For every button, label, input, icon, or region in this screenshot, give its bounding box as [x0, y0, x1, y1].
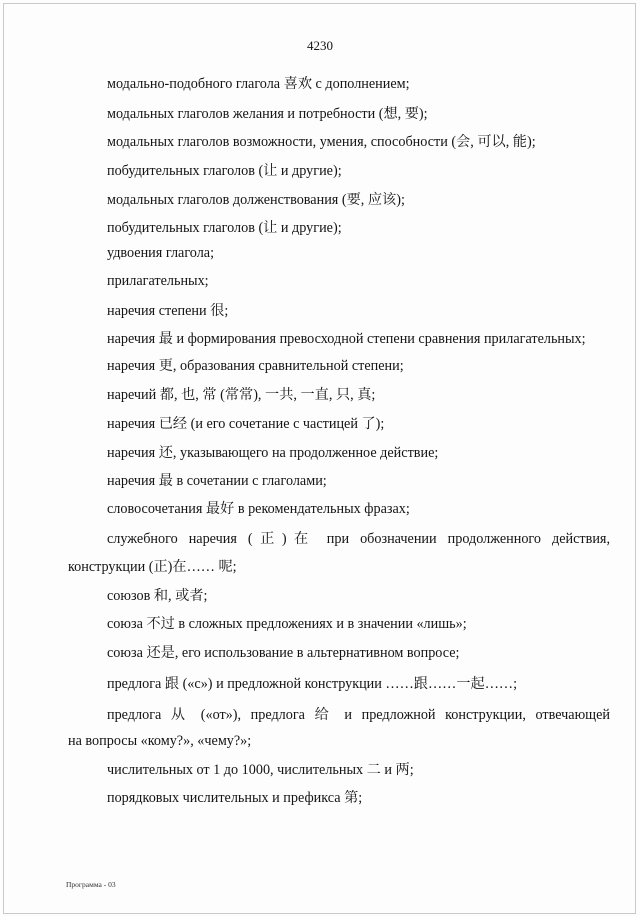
text-line: числительных от 1 до 1000, числительных 二 и 两;: [107, 762, 414, 778]
text-line: наречия 最 и формирования превосходной степени сравнения прилагательных;: [107, 331, 586, 347]
text-line: удвоения глагола;: [107, 245, 215, 261]
text-line: прилагательных;: [107, 273, 209, 289]
text-line: модальных глаголов желания и потребности (想, 要);: [107, 106, 428, 122]
text-line: побудительных глаголов (让 и другие);: [107, 220, 342, 236]
text-line: союзов 和, 或者;: [107, 588, 208, 604]
footer-label: Программа - 03: [66, 880, 116, 889]
text-line: побудительных глаголов (让 и другие);: [107, 163, 342, 179]
text-line: модальных глаголов долженствования (要, 应该);: [107, 192, 405, 208]
text-line: служебного наречия (正)在 при обозначении продолженного действия,: [107, 531, 610, 547]
text-line: наречия 还, указывающего на продолженное действие;: [107, 445, 439, 461]
text-line: модальных глаголов возможности, умения, способности (会, 可以, 能);: [107, 134, 536, 150]
text-line: словосочетания 最好 в рекомендательных фразах;: [107, 501, 410, 517]
text-line: союза 还是, его использование в альтернативном вопросе;: [107, 645, 460, 661]
text-line: на вопросы «кому?», «чему?»;: [68, 733, 252, 749]
text-line: наречия 最 в сочетании с глаголами;: [107, 473, 327, 489]
text-line: союза 不过 в сложных предложениях и в значении «лишь»;: [107, 616, 467, 632]
page-number: 4230: [307, 38, 333, 53]
text-line: наречия степени 很;: [107, 303, 229, 319]
text-line: порядковых числительных и префикса 第;: [107, 790, 363, 806]
text-line: наречий 都, 也, 常 (常常), 一共, 一直, 只, 真;: [107, 387, 376, 403]
text-line: конструкции (正)在…… 呢;: [68, 559, 237, 575]
text-line: предлога 跟 («с») и предложной конструкции ……跟……一起……;: [107, 676, 518, 692]
text-line: модально-подобного глагола 喜欢 с дополнением;: [107, 76, 410, 92]
text-line: наречия 已经 (и его сочетание с частицей 了);: [107, 416, 385, 432]
text-line: наречия 更, образования сравнительной степени;: [107, 358, 404, 374]
text-line: предлога 从 («от»), предлога 给 и предложной конструкции, отвечающей: [107, 707, 610, 723]
